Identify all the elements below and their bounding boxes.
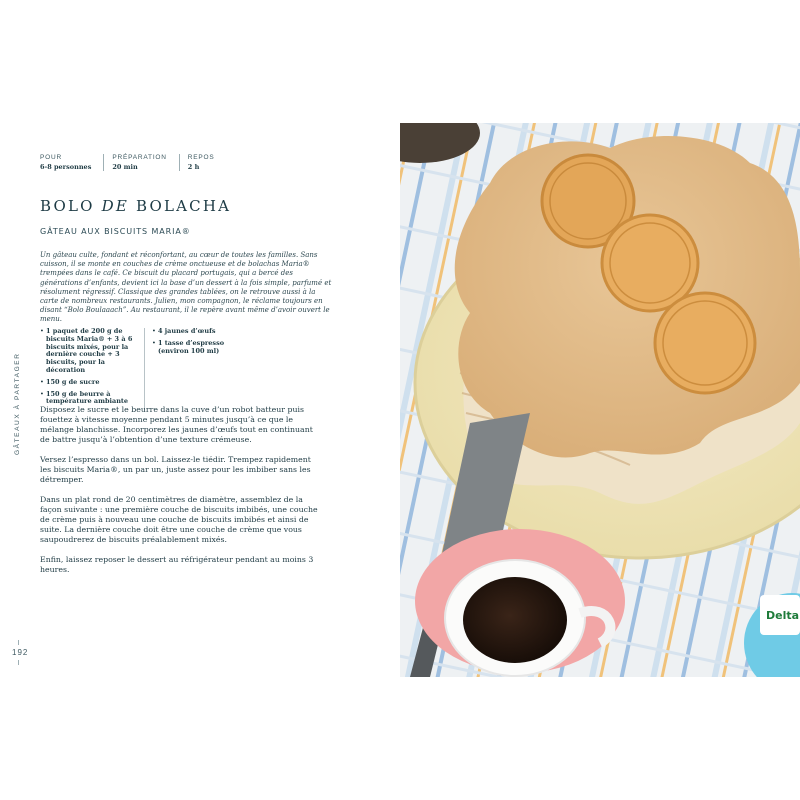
page-number-divider: [18, 640, 19, 645]
meta-servings: POUR 6-8 personnes: [40, 154, 92, 171]
biscuit: [655, 293, 755, 393]
list-item: • 150 g de sucre: [40, 377, 100, 386]
cake-photo-illustration: [400, 123, 800, 677]
recipe-subtitle: GÂTEAU AUX BISCUITS MARIA®: [40, 227, 191, 236]
recipe-meta: [40, 154, 227, 171]
recipe-intro: Un gâteau culte, fondant et réconfortant, au cœur de toutes les familles. Sans cuisson, il se monte en couches de crème onctueuse et de bolachas Maria® trempées dans le café. Ce biscuit du placard portugais, qui a bercé des générations d’enfants, devient ici la base d’un dessert à la fois simple, parfumé et résolument régressif. Classique des grandes tablées, on le retrouve aussi à la carte de nombreux restaurants. Julien, mon compagnon, le réclame toujours en disant “Bolo Boulaaach”. Au restaurant, il le repère avant même d’avoir ouvert le menu.: [40, 251, 332, 324]
ingredients-column-2: [145, 328, 242, 410]
list-item: • 150 g de beurre à température ambiante: [40, 389, 129, 406]
meta-rest: REPOS 2 h: [179, 154, 227, 171]
recipe-title: BOLO DE BOLACHA: [40, 197, 232, 215]
list-item: • 4 jaunes d’œufs: [152, 327, 216, 335]
list-item: • 1 tasse d’espresso (environ 100 ml): [152, 338, 225, 355]
section-label: GÂTEAUX À PARTAGER: [14, 352, 21, 455]
ingredients-list: [40, 328, 242, 410]
cake-photo: [400, 123, 800, 677]
list-item: • 1 paquet de 200 g de biscuits Maria® + 3 à 6 biscuits mixés, pour la dernière couche + 3 biscuits, pour la décoration: [40, 327, 133, 374]
page-number: 192: [12, 648, 29, 657]
step-3: Dans un plat rond de 20 centimètres de diamètre, assemblez de la façon suivante : une première couche de biscuits imbibés, une couche de crème puis à nouveau une couche de biscuits imbibés et ainsi de suite. La dernière couche doit être une couche de crème que vous saupoudrerez de biscuits préalablement mixés.: [40, 495, 318, 544]
bullet-icon: •: [40, 389, 44, 398]
bullet-icon: •: [152, 327, 156, 335]
bullet-icon: •: [40, 377, 44, 386]
recipe-steps: [40, 405, 318, 585]
page-number-divider: [18, 660, 19, 665]
step-2: Versez l’espresso dans un bol. Laissez-le tiédir. Trempez rapidement les biscuits Maria®, un par un, juste assez pour les imbiber sans les détremper.: [40, 455, 311, 484]
bullet-icon: •: [152, 338, 156, 347]
ingredients-column-1: [40, 328, 145, 410]
meta-preparation: PRÉPARATION 20 min: [103, 154, 178, 171]
step-4: Enfin, laissez reposer le dessert au réfrigérateur pendant au moins 3 heures.: [40, 555, 314, 574]
bullet-icon: •: [40, 327, 44, 335]
cup-brand-text: Delta: [766, 609, 800, 622]
step-1: Disposez le sucre et le beurre dans la cuve d’un robot batteur puis fouettez à vitesse moyenne pendant 5 minutes jusqu’à ce que le mélange blanchisse. Incorporez les jaunes d’œufs tout en continuant de battre jusqu’à l’obtention d’une texture crémeuse.: [40, 405, 313, 444]
